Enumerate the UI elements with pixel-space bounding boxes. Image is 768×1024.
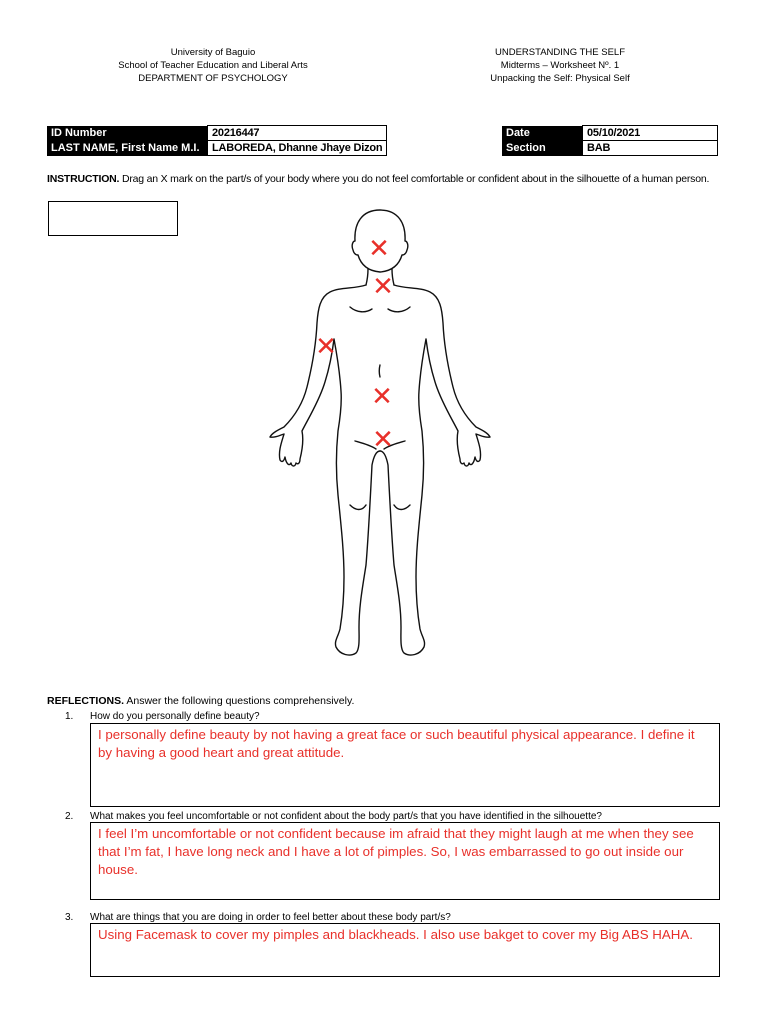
human-silhouette [262,205,502,665]
x-mark-arm[interactable]: ✕ [315,332,337,362]
worksheet-title: Midterms – Worksheet Nº. 1 [500,60,620,71]
id-number-value: 20216447 [208,126,387,141]
date-section-table [502,125,718,156]
university-name: University of Baguio [170,47,256,58]
x-mark-belly[interactable]: ✕ [371,382,393,412]
name-value: LABOREDA, Dhanne Jhaye Dizon [208,141,387,156]
date-value: 05/10/2021 [583,126,718,141]
reflections-heading [47,695,354,707]
question-number: 1. [65,711,74,722]
empty-answer-box[interactable] [48,201,178,236]
reflections-text: Answer the following questions comprehensively. [124,695,355,707]
course-title: UNDERSTANDING THE SELF [494,47,626,58]
worksheet-subtitle: Unpacking the Self: Physical Self [490,73,630,84]
school-name: School of Teacher Education and Liberal Arts [118,60,308,71]
instruction [47,173,747,185]
section-value: BAB [583,141,718,156]
department-name: DEPARTMENT OF PSYCHOLOGY [138,73,288,84]
student-info-table [47,125,387,156]
reflections-label: REFLECTIONS. [47,695,125,707]
answer-box-1[interactable]: I personally define beauty by not having a great face or such beautiful physical appearance. I define it by having a good heart and great attitude. [90,723,720,807]
question-text: How do you personally define beauty? [90,711,260,722]
x-mark-face[interactable]: ✕ [368,234,390,264]
answer-box-2[interactable]: I feel I’m uncomfortable or not confident because im afraid that they might laugh at me when they see that I’m fat, I have long neck and I have a lot of pimples. So, I was embarrassed to go out inside our house. [90,822,720,900]
x-mark-neck[interactable]: ✕ [372,272,394,302]
instruction-text: Drag an X mark on the part/s of your body where you do not feel comfortable or confident about in the silhouette of a human person. [119,173,710,185]
question-number: 3. [65,912,74,923]
x-marks [315,234,394,455]
school-header [88,46,338,85]
question-text: What are things that you are doing in order to feel better about these body part/s? [90,912,451,923]
course-header [440,46,680,85]
date-label: Date [502,126,583,141]
name-label: LAST NAME, First Name M.I. [47,141,208,156]
instruction-label: INSTRUCTION. [47,173,120,185]
answer-box-3[interactable]: Using Facemask to cover my pimples and blackheads. I also use bakget to cover my Big ABS HAHA. [90,923,720,977]
question-text: What makes you feel uncomfortable or not confident about the body part/s that you have identified in the silhouette? [90,811,602,822]
section-label: Section [502,141,583,156]
x-mark-groin[interactable]: ✕ [372,425,394,455]
id-number-label: ID Number [47,126,208,141]
question-number: 2. [65,811,74,822]
